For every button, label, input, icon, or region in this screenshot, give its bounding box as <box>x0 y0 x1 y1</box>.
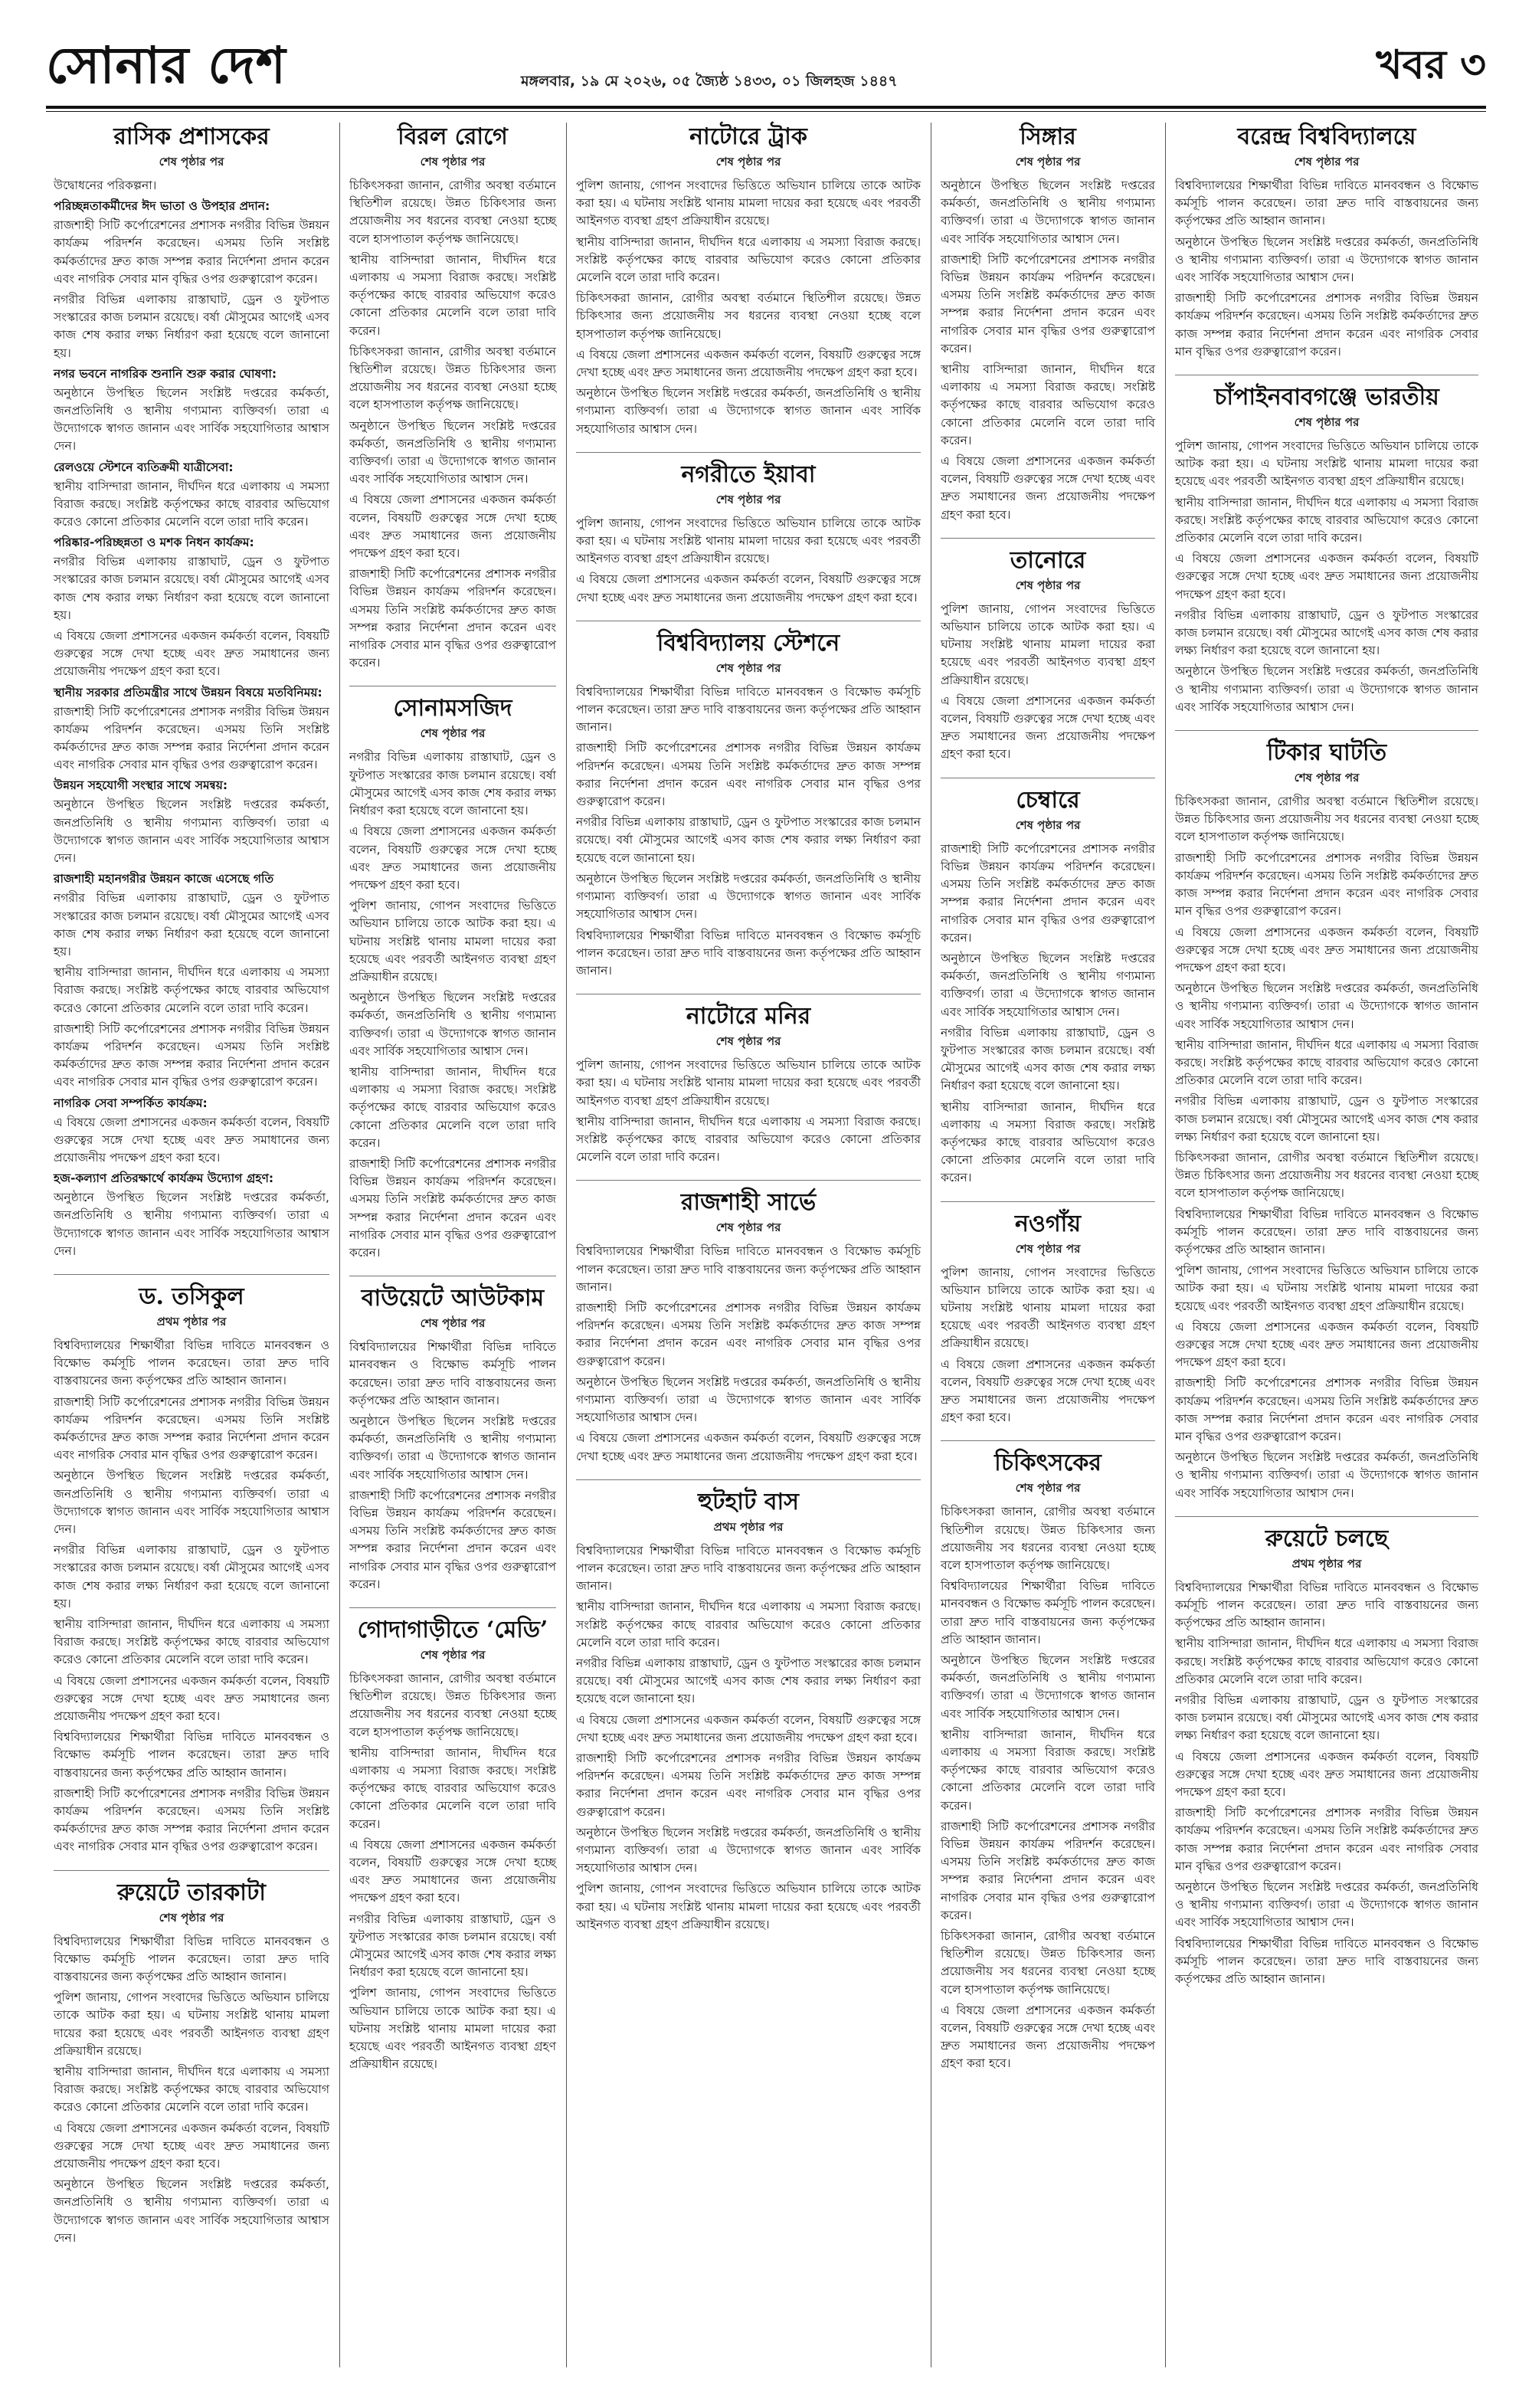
paragraph: অনুষ্ঠানে উপস্থিত ছিলেন সংশ্লিষ্ট দপ্তরের কর্মকর্তা, জনপ্রতিনিধি ও স্থানীয় গণ্যমান্য ব্যক্তিবর্গ। তারা এ উদ্যোগকে স্বাগত জানান এবং সার্বিক সহযোগিতার আশ্বাস দেন। <box>54 385 329 454</box>
paragraph: এ বিষয়ে জেলা প্রশাসনের একজন কর্মকর্তা বলেন, বিষয়টি গুরুত্বের সঙ্গে দেখা হচ্ছে এবং দ্রুত সমাধানের জন্য প্রয়োজনীয় পদক্ষেপ গ্রহণ করা হবে। <box>941 454 1155 522</box>
divider <box>576 452 921 453</box>
paragraph: অনুষ্ঠানে উপস্থিত ছিলেন সংশ্লিষ্ট দপ্তরের কর্মকর্তা, জনপ্রতিনিধি ও স্থানীয় গণ্যমান্য ব্যক্তিবর্গ। তারা এ উদ্যোগকে স্বাগত জানান এবং সার্বিক সহযোগিতার আশ্বাস দেন। <box>349 991 556 1058</box>
paragraph: পুলিশ জানায়, গোপন সংবাদের ভিত্তিতে অভিযান চালিয়ে তাকে আটক করা হয়। এ ঘটনায় সংশ্লিষ্ট থানায় মামলা দায়ের করা হয়েছে এবং পরবর্তী আইনগত ব্যবস্থা গ্রহণ প্রক্রিয়াধীন রয়েছে। <box>349 899 556 984</box>
headline: সিঙ্গার <box>1020 123 1076 150</box>
story-naogaon <box>941 1210 1155 1427</box>
paragraph: পুলিশ জানায়, গোপন সংবাদের ভিত্তিতে অভিযান চালিয়ে তাকে আটক করা হয়। এ ঘটনায় সংশ্লিষ্ট থানায় মামলা দায়ের করা হয়েছে এবং পরবর্তী আইনগত ব্যবস্থা গ্রহণ প্রক্রিয়াধীন রয়েছে। <box>54 1990 329 2058</box>
paragraph: অনুষ্ঠানে উপস্থিত ছিলেন সংশ্লিষ্ট দপ্তরের কর্মকর্তা, জনপ্রতিনিধি ও স্থানীয় গণ্যমান্য ব্যক্তিবর্গ। তারা এ উদ্যোগকে স্বাগত জানান এবং সার্বিক সহযোগিতার আশ্বাস দেন। <box>941 1653 1155 1721</box>
continued-label: শেষ পৃষ্ঠার পর <box>1015 817 1081 832</box>
paragraph: এ বিষয়ে জেলা প্রশাসনের একজন কর্মকর্তা বলেন, বিষয়টি গুরুত্বের সঙ্গে দেখা হচ্ছে এবং দ্রুত সমাধানের জন্য প্রয়োজনীয় পদক্ষেপ গ্রহণ করা হবে। <box>576 572 921 604</box>
headline: চাঁপাইনবাবগঞ্জে ভারতীয় <box>1214 384 1439 411</box>
paragraph: এ বিষয়ে জেলা প্রশাসনের একজন কর্মকর্তা বলেন, বিষয়টি গুরুত্বের সঙ্গে দেখা হচ্ছে এবং দ্রুত সমাধানের জন্য প্রয়োজনীয় পদক্ষেপ গ্রহণ করা হবে। <box>54 1115 329 1165</box>
paragraph: নগরীর বিভিন্ন এলাকায় রাস্তাঘাট, ড্রেন ও ফুটপাত সংস্কারের কাজ চলমান রয়েছে। বর্ষা মৌসুমের আগেই এসব কাজ শেষ করার লক্ষ্য নির্ধারণ করা হয়েছে বলে জানানো হয়। <box>576 815 921 865</box>
paragraph: অনুষ্ঠানে উপস্থিত ছিলেন সংশ্লিষ্ট দপ্তরের কর্মকর্তা, জনপ্রতিনিধি ও স্থানীয় গণ্যমান্য ব্যক্তিবর্গ। তারা এ উদ্যোগকে স্বাগত জানান এবং সার্বিক সহযোগিতার আশ্বাস দেন। <box>1175 981 1478 1031</box>
continued-label: শেষ পৃষ্ঠার পর <box>1015 578 1081 592</box>
paragraph: পুলিশ জানায়, গোপন সংবাদের ভিত্তিতে অভিযান চালিয়ে তাকে আটক করা হয়। এ ঘটনায় সংশ্লিষ্ট থানায় মামলা দায়ের করা হয়েছে এবং পরবর্তী আইনগত ব্যবস্থা গ্রহণ প্রক্রিয়াধীন রয়েছে। <box>1175 1263 1478 1313</box>
paragraph: অনুষ্ঠানে উপস্থিত ছিলেন সংশ্লিষ্ট দপ্তরের কর্মকর্তা, জনপ্রতিনিধি ও স্থানীয় গণ্যমান্য ব্যক্তিবর্গ। তারা এ উদ্যোগকে স্বাগত জানান এবং সার্বিক সহযোগিতার আশ্বাস দেন। <box>1175 1880 1478 1930</box>
subhead: রেলওয়ে স্টেশনে ব্যতিক্রমী যাত্রীসেবা: <box>54 460 234 474</box>
continued-label: শেষ পৃষ্ঠার পর <box>715 155 781 169</box>
paragraph: এ বিষয়ে জেলা প্রশাসনের একজন কর্মকর্তা বলেন, বিষয়টি গুরুত্বের সঙ্গে দেখা হচ্ছে এবং দ্রুত সমাধানের জন্য প্রয়োজনীয় পদক্ষেপ গ্রহণ করা হবে। <box>54 2121 329 2171</box>
column-divider <box>339 123 340 2367</box>
paragraph: এ বিষয়ে জেলা প্রশাসনের একজন কর্মকর্তা বলেন, বিষয়টি গুরুত্বের সঙ্গে দেখা হচ্ছে এবং দ্রুত সমাধানের জন্য প্রয়োজনীয় পদক্ষেপ গ্রহণ করা হবে। <box>1175 1319 1478 1370</box>
headline: চেম্বারে <box>1016 786 1080 814</box>
subhead: পরিষ্কার-পরিচ্ছন্নতা ও মশক নিধন কার্যক্রম: <box>54 536 254 550</box>
paragraph: এ বিষয়ে জেলা প্রশাসনের একজন কর্মকর্তা বলেন, বিষয়টি গুরুত্বের সঙ্গে দেখা হচ্ছে এবং দ্রুত সমাধানের জন্য প্রয়োজনীয় পদক্ষেপ গ্রহণ করা হবে। <box>349 493 556 561</box>
column-divider <box>1165 123 1166 2367</box>
paragraph: বিশ্ববিদ্যালয়ের শিক্ষার্থীরা বিভিন্ন দাবিতে মানববন্ধন ও বিক্ষোভ কর্মসূচি পালন করেছেন। তারা দ্রুত দাবি বাস্তবায়নের জন্য কর্তৃপক্ষের প্রতি আহ্বান জানান। <box>576 684 921 735</box>
paragraph: স্থানীয় বাসিন্দারা জানান, দীর্ঘদিন ধরে এলাকায় এ সমস্যা বিরাজ করছে। সংশ্লিষ্ট কর্তৃপক্ষের কাছে বারবার অভিযোগ করেও কোনো প্রতিকার মেলেনি বলে তারা দাবি করেন। <box>54 479 329 529</box>
paragraph: রাজশাহী সিটি কর্পোরেশনের প্রশাসক নগরীর বিভিন্ন উন্নয়ন কার্যক্রম পরিদর্শন করেছেন। এসময় তিনি সংশ্লিষ্ট কর্মকর্তাদের দ্রুত কাজ সম্পন্ন করার নির্দেশনা প্রদান করেন এবং নাগরিক সেবার মান বৃদ্ধির ওপর গুরুত্বারোপ করেন। <box>349 567 556 670</box>
lead: উদ্বোধনের পরিকল্পনা। <box>54 179 157 192</box>
paragraph: রাজশাহী সিটি কর্পোরেশনের প্রশাসক নগরীর বিভিন্ন উন্নয়ন কার্যক্রম পরিদর্শন করেছেন। এসময় তিনি সংশ্লিষ্ট কর্মকর্তাদের দ্রুত কাজ সম্পন্ন করার নির্দেশনা প্রদান করেন এবং নাগরিক সেবার মান বৃদ্ধির ওপর গুরুত্বারোপ করেন। <box>1175 1806 1478 1873</box>
story-taslikul <box>54 1283 329 1856</box>
paragraph: রাজশাহী সিটি কর্পোরেশনের প্রশাসক নগরীর বিভিন্ন উন্নয়ন কার্যক্রম পরিদর্শন করেছেন। এসময় তিনি সংশ্লিষ্ট কর্মকর্তাদের দ্রুত কাজ সম্পন্ন করার নির্দেশনা প্রদান করেন এবং নাগরিক সেবার মান বৃদ্ধির ওপর গুরুত্বারোপ করেন। <box>576 1300 921 1368</box>
paragraph: এ বিষয়ে জেলা প্রশাসনের একজন কর্মকর্তা বলেন, বিষয়টি গুরুত্বের সঙ্গে দেখা হচ্ছে এবং দ্রুত সমাধানের জন্য প্রয়োজনীয় পদক্ষেপ গ্রহণ করা হবে। <box>941 693 1155 762</box>
paragraph: পুলিশ জানায়, গোপন সংবাদের ভিত্তিতে অভিযান চালিয়ে তাকে আটক করা হয়। এ ঘটনায় সংশ্লিষ্ট থানায় মামলা দায়ের করা হয়েছে এবং পরবর্তী আইনগত ব্যবস্থা গ্রহণ প্রক্রিয়াধীন রয়েছে। <box>349 1986 556 2072</box>
paragraph: বিশ্ববিদ্যালয়ের শিক্ষার্থীরা বিভিন্ন দাবিতে মানববন্ধন ও বিক্ষোভ কর্মসূচি পালন করেছেন। তারা দ্রুত দাবি বাস্তবায়নের জন্য কর্তৃপক্ষের প্রতি আহ্বান জানান। <box>54 1730 329 1780</box>
continued-label: শেষ পৃষ্ঠার পর <box>1294 771 1360 785</box>
paragraph: এ বিষয়ে জেলা প্রশাসনের একজন কর্মকর্তা বলেন, বিষয়টি গুরুত্বের সঙ্গে দেখা হচ্ছে এবং দ্রুত সমাধানের জন্য প্রয়োজনীয় পদক্ষেপ গ্রহণ করা হবে। <box>1175 552 1478 601</box>
story-singra <box>941 123 1155 524</box>
column-2 <box>342 115 564 2375</box>
paragraph: নগরীর বিভিন্ন এলাকায় রাস্তাঘাট, ড্রেন ও ফুটপাত সংস্কারের কাজ চলমান রয়েছে। বর্ষা মৌসুমের আগেই এসব কাজ শেষ করার লক্ষ্য নির্ধারণ করা হয়েছে বলে জানানো হয়। <box>1175 1693 1478 1743</box>
paragraph: এ বিষয়ে জেলা প্রশাসনের একজন কর্মকর্তা বলেন, বিষয়টি গুরুত্বের সঙ্গে দেখা হচ্ছে এবং দ্রুত সমাধানের জন্য প্রয়োজনীয় পদক্ষেপ গ্রহণ করা হবে। <box>576 347 921 380</box>
paragraph: রাজশাহী সিটি কর্পোরেশনের প্রশাসক নগরীর বিভিন্ন উন্নয়ন কার্যক্রম পরিদর্শন করেছেন। এসময় তিনি সংশ্লিষ্ট কর্মকর্তাদের দ্রুত কাজ সম্পন্ন করার নির্দেশনা প্রদান করেন এবং নাগরিক সেবার মান বৃদ্ধির ওপর গুরুত্বারোপ করেন। <box>54 1021 329 1089</box>
headline: সোনামসজিদ <box>393 695 512 722</box>
paragraph: স্থানীয় বাসিন্দারা জানান, দীর্ঘদিন ধরে এলাকায় এ সমস্যা বিরাজ করছে। সংশ্লিষ্ট কর্তৃপক্ষের কাছে বারবার অভিযোগ করেও কোনো প্রতিকার মেলেনি বলে তারা দাবি করেন। <box>1175 1037 1478 1088</box>
paragraph: অনুষ্ঠানে উপস্থিত ছিলেন সংশ্লিষ্ট দপ্তরের কর্মকর্তা, জনপ্রতিনিধি ও স্থানীয় গণ্যমান্য ব্যক্তিবর্গ। তারা এ উদ্যোগকে স্বাগত জানান এবং সার্বিক সহযোগিতার আশ্বাস দেন। <box>576 1374 921 1425</box>
masthead-rule <box>46 106 1486 109</box>
paragraph: রাজশাহী সিটি কর্পোরেশনের প্রশাসক নগরীর বিভিন্ন উন্নয়ন কার্যক্রম পরিদর্শন করেছেন। এসময় তিনি সংশ্লিষ্ট কর্মকর্তাদের দ্রুত কাজ সম্পন্ন করার নির্দেশনা প্রদান করেন এবং নাগরিক সেবার মান বৃদ্ধির ওপর গুরুত্বারোপ করেন। <box>54 218 329 286</box>
paragraph: রাজশাহী সিটি কর্পোরেশনের প্রশাসক নগরীর বিভিন্ন উন্নয়ন কার্যক্রম পরিদর্শন করেছেন। এসময় তিনি সংশ্লিষ্ট কর্মকর্তাদের দ্রুত কাজ সম্পন্ন করার নির্দেশনা প্রদান করেন এবং নাগরিক সেবার মান বৃদ্ধির ওপর গুরুত্বারোপ করেন। <box>1175 291 1478 359</box>
masthead-rule-thin <box>46 111 1486 112</box>
headline: বরেন্দ্র বিশ্ববিদ্যালয়ে <box>1237 123 1416 150</box>
paragraph: রাজশাহী সিটি কর্পোরেশনের প্রশাসক নগরীর বিভিন্ন উন্নয়ন কার্যক্রম পরিদর্শন করেছেন। এসময় তিনি সংশ্লিষ্ট কর্মকর্তাদের দ্রুত কাজ সম্পন্ন করার নির্দেশনা প্রদান করেন এবং নাগরিক সেবার মান বৃদ্ধির ওপর গুরুত্বারোপ করেন। <box>54 1786 329 1854</box>
headline: বাউয়েটে আউটকাম <box>361 1285 545 1312</box>
paragraph: রাজশাহী সিটি কর্পোরেশনের প্রশাসক নগরীর বিভিন্ন উন্নয়ন কার্যক্রম পরিদর্শন করেছেন। এসময় তিনি সংশ্লিষ্ট কর্মকর্তাদের দ্রুত কাজ সম্পন্ন করার নির্দেশনা প্রদান করেন এবং নাগরিক সেবার মান বৃদ্ধির ওপর গুরুত্বারোপ করেন। <box>349 1488 556 1591</box>
paragraph: এ বিষয়ে জেলা প্রশাসনের একজন কর্মকর্তা বলেন, বিষয়টি গুরুত্বের সঙ্গে দেখা হচ্ছে এবং দ্রুত সমাধানের জন্য প্রয়োজনীয় পদক্ষেপ গ্রহণ করা হবে। <box>349 1837 556 1905</box>
newspaper-logo <box>46 31 286 100</box>
paragraph: অনুষ্ঠানে উপস্থিত ছিলেন সংশ্লিষ্ট দপ্তরের কর্মকর্তা, জনপ্রতিনিধি ও স্থানীয় গণ্যমান্য ব্যক্তিবর্গ। তারা এ উদ্যোগকে স্বাগত জানান এবং সার্বিক সহযোগিতার আশ্বাস দেন। <box>576 1825 921 1876</box>
headline: রুয়েটে তারকাটা <box>116 1879 267 1906</box>
headline: হুটহাট বাস <box>698 1488 799 1515</box>
paragraph: নগরীর বিভিন্ন এলাকায় রাস্তাঘাট, ড্রেন ও ফুটপাত সংস্কারের কাজ চলমান রয়েছে। বর্ষা মৌসুমের আগেই এসব কাজ শেষ করার লক্ষ্য নির্ধারণ করা হয়েছে বলে জানানো হয়। <box>54 1543 329 1610</box>
continued-label: শেষ পৃষ্ঠার পর <box>420 1316 486 1331</box>
paragraph: রাজশাহী সিটি কর্পোরেশনের প্রশাসক নগরীর বিভিন্ন উন্নয়ন কার্যক্রম পরিদর্শন করেছেন। এসময় তিনি সংশ্লিষ্ট কর্মকর্তাদের দ্রুত কাজ সম্পন্ন করার নির্দেশনা প্রদান করেন এবং নাগরিক সেবার মান বৃদ্ধির ওপর গুরুত্বারোপ করেন। <box>1175 850 1478 919</box>
paragraph: নগরীর বিভিন্ন এলাকায় রাস্তাঘাট, ড্রেন ও ফুটপাত সংস্কারের কাজ চলমান রয়েছে। বর্ষা মৌসুমের আগেই এসব কাজ শেষ করার লক্ষ্য নির্ধারণ করা হয়েছে বলে জানানো হয়। <box>1175 1094 1478 1144</box>
columns <box>46 115 1486 2375</box>
paragraph: অনুষ্ঠানে উপস্থিত ছিলেন সংশ্লিষ্ট দপ্তরের কর্মকর্তা, জনপ্রতিনিধি ও স্থানীয় গণ্যমান্য ব্যক্তিবর্গ। তারা এ উদ্যোগকে স্বাগত জানান এবং সার্বিক সহযোগিতার আশ্বাস দেন। <box>54 798 329 866</box>
divider <box>54 1274 329 1275</box>
headline: রাজশাহী সার্ভে <box>680 1189 817 1217</box>
paragraph: চিকিৎসকরা জানান, রোগীর অবস্থা বর্তমানে স্থিতিশীল রয়েছে। উন্নত চিকিৎসার জন্য প্রয়োজনীয় সব ধরনের ব্যবস্থা নেওয়া হচ্ছে বলে হাসপাতাল কর্তৃপক্ষ জানিয়েছে। <box>1175 794 1478 844</box>
paragraph: অনুষ্ঠানে উপস্থিত ছিলেন সংশ্লিষ্ট দপ্তরের কর্মকর্তা, জনপ্রতিনিধি ও স্থানীয় গণ্যমান্য ব্যক্তিবর্গ। তারা এ উদ্যোগকে স্বাগত জানান এবং সার্বিক সহযোগিতার আশ্বাস দেন। <box>54 2177 329 2245</box>
story-natore-truck <box>576 123 921 438</box>
story-rajshahi-survey <box>576 1188 921 1465</box>
section-tag: খবর ৩ <box>1376 42 1486 88</box>
paragraph: পুলিশ জানায়, গোপন সংবাদের ভিত্তিতে অভিযান চালিয়ে তাকে আটক করা হয়। এ ঘটনায় সংশ্লিষ্ট থানায় মামলা দায়ের করা হয়েছে এবং পরবর্তী আইনগত ব্যবস্থা গ্রহণ প্রক্রিয়াধীন রয়েছে। <box>941 601 1155 687</box>
subhead: পরিচ্ছন্নতাকর্মীদের ঈদ ভাতা ও উপহার প্রদান: <box>54 199 270 214</box>
story-godagari <box>349 1616 556 2073</box>
paragraph: বিশ্ববিদ্যালয়ের শিক্ষার্থীরা বিভিন্ন দাবিতে মানববন্ধন ও বিক্ষোভ কর্মসূচি পালন করেছেন। তারা দ্রুত দাবি বাস্তবায়নের জন্য কর্তৃপক্ষের প্রতি আহ্বান জানান। <box>1175 1207 1478 1256</box>
paragraph: রাজশাহী সিটি কর্পোরেশনের প্রশাসক নগরীর বিভিন্ন উন্নয়ন কার্যক্রম পরিদর্শন করেছেন। এসময় তিনি সংশ্লিষ্ট কর্মকর্তাদের দ্রুত কাজ সম্পন্ন করার নির্দেশনা প্রদান করেন এবং নাগরিক সেবার মান বৃদ্ধির ওপর গুরুত্বারোপ করেন। <box>54 1394 329 1463</box>
paragraph: এ বিষয়ে জেলা প্রশাসনের একজন কর্মকর্তা বলেন, বিষয়টি গুরুত্বের সঙ্গে দেখা হচ্ছে এবং দ্রুত সমাধানের জন্য প্রয়োজনীয় পদক্ষেপ গ্রহণ করা হবে। <box>941 2003 1155 2071</box>
continued-label: প্রথম পৃষ্ঠার পর <box>1291 1556 1362 1571</box>
paragraph: এ বিষয়ে জেলা প্রশাসনের একজন কর্মকর্তা বলেন, বিষয়টি গুরুত্বের সঙ্গে দেখা হচ্ছে এবং দ্রুত সমাধানের জন্য প্রয়োজনীয় পদক্ষেপ গ্রহণ করা হবে। <box>1175 1749 1478 1800</box>
story-ruete-choche <box>1175 1525 1478 1988</box>
paragraph: স্থানীয় বাসিন্দারা জানান, দীর্ঘদিন ধরে এলাকায় এ সমস্যা বিরাজ করছে। সংশ্লিষ্ট কর্তৃপক্ষের কাছে বারবার অভিযোগ করেও কোনো প্রতিকার মেলেনি বলে তারা দাবি করেন। <box>54 965 329 1015</box>
story-ruete-tarkata <box>54 1879 329 2247</box>
paragraph: এ বিষয়ে জেলা প্রশাসনের একজন কর্মকর্তা বলেন, বিষয়টি গুরুত্বের সঙ্গে দেখা হচ্ছে এবং দ্রুত সমাধানের জন্য প্রয়োজনীয় পদক্ষেপ গ্রহণ করা হবে। <box>54 1673 329 1724</box>
paragraph: বিশ্ববিদ্যালয়ের শিক্ষার্থীরা বিভিন্ন দাবিতে মানববন্ধন ও বিক্ষোভ কর্মসূচি পালন করেছেন। তারা দ্রুত দাবি বাস্তবায়নের জন্য কর্তৃপক্ষের প্রতি আহ্বান জানান। <box>576 1543 921 1594</box>
headline: ড. তসিকুল <box>139 1283 244 1310</box>
continued-label: শেষ পৃষ্ঠার পর <box>1015 1241 1081 1256</box>
paragraph: স্থানীয় বাসিন্দারা জানান, দীর্ঘদিন ধরে এলাকায় এ সমস্যা বিরাজ করছে। সংশ্লিষ্ট কর্তৃপক্ষের কাছে বারবার অভিযোগ করেও কোনো প্রতিকার মেলেনি বলে তারা দাবি করেন। <box>349 252 556 338</box>
paragraph: রাজশাহী সিটি কর্পোরেশনের প্রশাসক নগরীর বিভিন্ন উন্নয়ন কার্যক্রম পরিদর্শন করেছেন। এসময় তিনি সংশ্লিষ্ট কর্মকর্তাদের দ্রুত কাজ সম্পন্ন করার নির্দেশনা প্রদান করেন এবং নাগরিক সেবার মান বৃদ্ধির ওপর গুরুত্বারোপ করেন। <box>54 704 329 772</box>
continued-label: প্রথম পৃষ্ঠার পর <box>713 1519 784 1534</box>
subhead: রাজশাহী মহানগরীর উন্নয়ন কাজে এসেছে গতি <box>54 872 274 886</box>
subhead: হজ-কল্যাণ প্রতিরক্ষার্থে কার্যক্রম উদ্যোগ গ্রহণ: <box>54 1171 274 1186</box>
paragraph: রাজশাহী সিটি কর্পোরেশনের প্রশাসক নগরীর বিভিন্ন উন্নয়ন কার্যক্রম পরিদর্শন করেছেন। এসময় তিনি সংশ্লিষ্ট কর্মকর্তাদের দ্রুত কাজ সম্পন্ন করার নির্দেশনা প্রদান করেন এবং নাগরিক সেবার মান বৃদ্ধির ওপর গুরুত্বারোপ করেন। <box>941 252 1155 355</box>
story-chamber <box>941 786 1155 1188</box>
divider <box>941 1201 1155 1202</box>
headline: নাটোরে মনির <box>686 1003 811 1030</box>
divider <box>941 538 1155 539</box>
paragraph: এ বিষয়ে জেলা প্রশাসনের একজন কর্মকর্তা বলেন, বিষয়টি গুরুত্বের সঙ্গে দেখা হচ্ছে এবং দ্রুত সমাধানের জন্য প্রয়োজনীয় পদক্ষেপ গ্রহণ করা হবে। <box>349 824 556 892</box>
headline: গোদাগাড়ীতে ‘মেডি’ <box>357 1617 548 1644</box>
continued-label: শেষ পৃষ্ঠার পর <box>420 155 486 169</box>
paragraph: চিকিৎসকরা জানান, রোগীর অবস্থা বর্তমানে স্থিতিশীল রয়েছে। উন্নত চিকিৎসার জন্য প্রয়োজনীয় সব ধরনের ব্যবস্থা নেওয়া হচ্ছে বলে হাসপাতাল কর্তৃপক্ষ জানিয়েছে। <box>349 1672 556 1739</box>
paragraph: নগরীর বিভিন্ন এলাকায় রাস্তাঘাট, ড্রেন ও ফুটপাত সংস্কারের কাজ চলমান রয়েছে। বর্ষা মৌসুমের আগেই এসব কাজ শেষ করার লক্ষ্য নির্ধারণ করা হয়েছে বলে জানানো হয়। <box>54 293 329 360</box>
paragraph: পুলিশ জানায়, গোপন সংবাদের ভিত্তিতে অভিযান চালিয়ে তাকে আটক করা হয়। এ ঘটনায় সংশ্লিষ্ট থানায় মামলা দায়ের করা হয়েছে এবং পরবর্তী আইনগত ব্যবস্থা গ্রহণ প্রক্রিয়াধীন রয়েছে। <box>576 179 921 228</box>
continued-label: শেষ পৃষ্ঠার পর <box>159 1910 224 1925</box>
paragraph: বিশ্ববিদ্যালয়ের শিক্ষার্থীরা বিভিন্ন দাবিতে মানববন্ধন ও বিক্ষোভ কর্মসূচি পালন করেছেন। তারা দ্রুত দাবি বাস্তবায়নের জন্য কর্তৃপক্ষের প্রতি আহ্বান জানান। <box>576 928 921 978</box>
story-chikitsa <box>941 1449 1155 2072</box>
paragraph: পুলিশ জানায়, গোপন সংবাদের ভিত্তিতে অভিযান চালিয়ে তাকে আটক করা হয়। এ ঘটনায় সংশ্লিষ্ট থানায় মামলা দায়ের করা হয়েছে এবং পরবর্তী আইনগত ব্যবস্থা গ্রহণ প্রক্রিয়াধীন রয়েছে। <box>576 516 921 566</box>
continued-label: শেষ পৃষ্ঠার পর <box>1294 155 1360 169</box>
paragraph: চিকিৎসকরা জানান, রোগীর অবস্থা বর্তমানে স্থিতিশীল রয়েছে। উন্নত চিকিৎসার জন্য প্রয়োজনীয় সব ধরনের ব্যবস্থা নেওয়া হচ্ছে বলে হাসপাতাল কর্তৃপক্ষ জানিয়েছে। <box>349 179 556 246</box>
paragraph: নগরীর বিভিন্ন এলাকায় রাস্তাঘাট, ড্রেন ও ফুটপাত সংস্কারের কাজ চলমান রয়েছে। বর্ষা মৌসুমের আগেই এসব কাজ শেষ করার লক্ষ্য নির্ধারণ করা হয়েছে বলে জানানো হয়। <box>54 555 329 622</box>
paragraph: অনুষ্ঠানে উপস্থিত ছিলেন সংশ্লিষ্ট দপ্তরের কর্মকর্তা, জনপ্রতিনিধি ও স্থানীয় গণ্যমান্য ব্যক্তিবর্গ। তারা এ উদ্যোগকে স্বাগত জানান এবং সার্বিক সহযোগিতার আশ্বাস দেন। <box>1175 234 1478 285</box>
paragraph: স্থানীয় বাসিন্দারা জানান, দীর্ঘদিন ধরে এলাকায় এ সমস্যা বিরাজ করছে। সংশ্লিষ্ট কর্তৃপক্ষের কাছে বারবার অভিযোগ করেও কোনো প্রতিকার মেলেনি বলে তারা দাবি করেন। <box>1175 495 1478 545</box>
column-divider <box>566 123 567 2367</box>
paragraph: রাজশাহী সিটি কর্পোরেশনের প্রশাসক নগরীর বিভিন্ন উন্নয়ন কার্যক্রম পরিদর্শন করেছেন। এসময় তিনি সংশ্লিষ্ট কর্মকর্তাদের দ্রুত কাজ সম্পন্ন করার নির্দেশনা প্রদান করেন এবং নাগরিক সেবার মান বৃদ্ধির ওপর গুরুত্বারোপ করেন। <box>576 1751 921 1819</box>
headline: নওগাঁয় <box>1014 1210 1082 1237</box>
paragraph: স্থানীয় বাসিন্দারা জানান, দীর্ঘদিন ধরে এলাকায় এ সমস্যা বিরাজ করছে। সংশ্লিষ্ট কর্তৃপক্ষের কাছে বারবার অভিযোগ করেও কোনো প্রতিকার মেলেনি বলে তারা দাবি করেন। <box>576 1114 921 1165</box>
subhead: উন্নয়ন সহযোগী সংস্থার সাথে সমন্বয়: <box>54 778 228 793</box>
dateline: মঙ্গলবার, ১৯ মে ২০২৬, ০৫ জ্যৈষ্ঠ ১৪৩৩, ০১ জিলহজ ১৪৪৭ <box>521 73 898 90</box>
paragraph: নগরীর বিভিন্ন এলাকায় রাস্তাঘাট, ড্রেন ও ফুটপাত সংস্কারের কাজ চলমান রয়েছে। বর্ষা মৌসুমের আগেই এসব কাজ শেষ করার লক্ষ্য নির্ধারণ করা হয়েছে বলে জানানো হয়। <box>349 1912 556 1980</box>
continued-label: শেষ পৃষ্ঠার পর <box>159 155 224 169</box>
paragraph: স্থানীয় বাসিন্দারা জানান, দীর্ঘদিন ধরে এলাকায় এ সমস্যা বিরাজ করছে। সংশ্লিষ্ট কর্তৃপক্ষের কাছে বারবার অভিযোগ করেও কোনো প্রতিকার মেলেনি বলে তারা দাবি করেন। <box>54 2065 329 2115</box>
paragraph: স্থানীয় বাসিন্দারা জানান, দীর্ঘদিন ধরে এলাকায় এ সমস্যা বিরাজ করছে। সংশ্লিষ্ট কর্তৃপক্ষের কাছে বারবার অভিযোগ করেও কোনো প্রতিকার মেলেনি বলে তারা দাবি করেন। <box>54 1617 329 1667</box>
headline: রাসিক প্রশাসকের <box>113 123 270 150</box>
subhead: নগর ভবনে নাগরিক শুনানি শুরু করার ঘোষণা: <box>54 366 277 381</box>
column-5 <box>1167 115 1486 2375</box>
story-barendra <box>1175 123 1478 361</box>
story-tikar-ghatti <box>1175 739 1478 1502</box>
paragraph: অনুষ্ঠানে উপস্থিত ছিলেন সংশ্লিষ্ট দপ্তরের কর্মকর্তা, জনপ্রতিনিধি ও স্থানীয় গণ্যমান্য ব্যক্তিবর্গ। তারা এ উদ্যোগকে স্বাগত জানান এবং সার্বিক সহযোগিতার আশ্বাস দেন। <box>1175 664 1478 714</box>
column-3 <box>568 115 928 2375</box>
paragraph: নগরীর বিভিন্ন এলাকায় রাস্তাঘাট, ড্রেন ও ফুটপাত সংস্কারের কাজ চলমান রয়েছে। বর্ষা মৌসুমের আগেই এসব কাজ শেষ করার লক্ষ্য নির্ধারণ করা হয়েছে বলে জানানো হয়। <box>1175 608 1478 658</box>
paragraph: স্থানীয় বাসিন্দারা জানান, দীর্ঘদিন ধরে এলাকায় এ সমস্যা বিরাজ করছে। সংশ্লিষ্ট কর্তৃপক্ষের কাছে বারবার অভিযোগ করেও কোনো প্রতিকার মেলেনি বলে তারা দাবি করেন। <box>576 234 921 285</box>
subhead: নাগরিক সেবা সম্পর্কিত কার্যক্রম: <box>54 1096 208 1110</box>
headline: নগরীতে ইয়াবা <box>681 460 816 488</box>
continued-label: শেষ পৃষ্ঠার পর <box>420 1648 486 1663</box>
headline: বিশ্ববিদ্যালয় স্টেশনে <box>656 629 840 657</box>
paragraph: অনুষ্ঠানে উপস্থিত ছিলেন সংশ্লিষ্ট দপ্তরের কর্মকর্তা, জনপ্রতিনিধি ও স্থানীয় গণ্যমান্য ব্যক্তিবর্গ। তারা এ উদ্যোগকে স্বাগত জানান এবং সার্বিক সহযোগিতার আশ্বাস দেন। <box>941 179 1155 246</box>
column-1 <box>46 115 337 2375</box>
continued-label: শেষ পৃষ্ঠার পর <box>715 1220 781 1235</box>
continued-label: শেষ পৃষ্ঠার পর <box>1015 155 1081 169</box>
headline: নাটোরে ট্রাক <box>689 123 807 150</box>
paragraph: নগরীর বিভিন্ন এলাকায় রাস্তাঘাট, ড্রেন ও ফুটপাত সংস্কারের কাজ চলমান রয়েছে। বর্ষা মৌসুমের আগেই এসব কাজ শেষ করার লক্ষ্য নির্ধারণ করা হয়েছে বলে জানানো হয়। <box>54 891 329 958</box>
paragraph: চিকিৎসকরা জানান, রোগীর অবস্থা বর্তমানে স্থিতিশীল রয়েছে। উন্নত চিকিৎসার জন্য প্রয়োজনীয় সব ধরনের ব্যবস্থা নেওয়া হচ্ছে বলে হাসপাতাল কর্তৃপক্ষ জানিয়েছে। <box>941 1505 1155 1572</box>
paragraph: পুলিশ জানায়, গোপন সংবাদের ভিত্তিতে অভিযান চালিয়ে তাকে আটক করা হয়। এ ঘটনায় সংশ্লিষ্ট থানায় মামলা দায়ের করা হয়েছে এবং পরবর্তী আইনগত ব্যবস্থা গ্রহণ প্রক্রিয়াধীন রয়েছে। <box>941 1265 1155 1351</box>
divider <box>349 1607 556 1608</box>
story-biral <box>349 123 556 672</box>
continued-label: শেষ পৃষ্ঠার পর <box>1015 1481 1081 1496</box>
paragraph: অনুষ্ঠানে উপস্থিত ছিলেন সংশ্লিষ্ট দপ্তরের কর্মকর্তা, জনপ্রতিনিধি ও স্থানীয় গণ্যমান্য ব্যক্তিবর্গ। তারা এ উদ্যোগকে স্বাগত জানান এবং সার্বিক সহযোগিতার আশ্বাস দেন। <box>576 871 921 922</box>
paragraph: রাজশাহী সিটি কর্পোরেশনের প্রশাসক নগরীর বিভিন্ন উন্নয়ন কার্যক্রম পরিদর্শন করেছেন। এসময় তিনি সংশ্লিষ্ট কর্মকর্তাদের দ্রুত কাজ সম্পন্ন করার নির্দেশনা প্রদান করেন এবং নাগরিক সেবার মান বৃদ্ধির ওপর গুরুত্বারোপ করেন। <box>349 1156 556 1260</box>
paragraph: এ বিষয়ে জেলা প্রশাসনের একজন কর্মকর্তা বলেন, বিষয়টি গুরুত্বের সঙ্গে দেখা হচ্ছে এবং দ্রুত সমাধানের জন্য প্রয়োজনীয় পদক্ষেপ গ্রহণ করা হবে। <box>576 1712 921 1745</box>
divider <box>1175 1516 1478 1517</box>
paragraph: বিশ্ববিদ্যালয়ের শিক্ষার্থীরা বিভিন্ন দাবিতে মানববন্ধন ও বিক্ষোভ কর্মসূচি পালন করেছেন। তারা দ্রুত দাবি বাস্তবায়নের জন্য কর্তৃপক্ষের প্রতি আহ্বান জানান। <box>54 1338 329 1388</box>
story-rasik <box>54 123 329 1260</box>
headline: তানোরে <box>1010 546 1086 574</box>
paragraph: পুলিশ জানায়, গোপন সংবাদের ভিত্তিতে অভিযান চালিয়ে তাকে আটক করা হয়। এ ঘটনায় সংশ্লিষ্ট থানায় মামলা দায়ের করা হয়েছে এবং পরবর্তী আইনগত ব্যবস্থা গ্রহণ প্রক্রিয়াধীন রয়েছে। <box>576 1058 921 1108</box>
paragraph: অনুষ্ঠানে উপস্থিত ছিলেন সংশ্লিষ্ট দপ্তরের কর্মকর্তা, জনপ্রতিনিধি ও স্থানীয় গণ্যমান্য ব্যক্তিবর্গ। তারা এ উদ্যোগকে স্বাগত জানান এবং সার্বিক সহযোগিতার আশ্বাস দেন। <box>1175 1450 1478 1500</box>
headline: টিকার ঘাটতি <box>1266 739 1387 767</box>
paragraph: বিশ্ববিদ্যালয়ের শিক্ষার্থীরা বিভিন্ন দাবিতে মানববন্ধন ও বিক্ষোভ কর্মসূচি পালন করেছেন। তারা দ্রুত দাবি বাস্তবায়নের জন্য কর্তৃপক্ষের প্রতি আহ্বান জানান। <box>1175 179 1478 228</box>
headline: চিকিৎসকের <box>994 1450 1102 1477</box>
paragraph: অনুষ্ঠানে উপস্থিত ছিলেন সংশ্লিষ্ট দপ্তরের কর্মকর্তা, জনপ্রতিনিধি ও স্থানীয় গণ্যমান্য ব্যক্তিবর্গ। তারা এ উদ্যোগকে স্বাগত জানান এবং সার্বিক সহযোগিতার আশ্বাস দেন। <box>54 1469 329 1536</box>
continued-label: শেষ পৃষ্ঠার পর <box>715 660 781 675</box>
paragraph: স্থানীয় বাসিন্দারা জানান, দীর্ঘদিন ধরে এলাকায় এ সমস্যা বিরাজ করছে। সংশ্লিষ্ট কর্তৃপক্ষের কাছে বারবার অভিযোগ করেও কোনো প্রতিকার মেলেনি বলে তারা দাবি করেন। <box>576 1600 921 1650</box>
paragraph: চিকিৎসকরা জানান, রোগীর অবস্থা বর্তমানে স্থিতিশীল রয়েছে। উন্নত চিকিৎসার জন্য প্রয়োজনীয় সব ধরনের ব্যবস্থা নেওয়া হচ্ছে বলে হাসপাতাল কর্তৃপক্ষ জানিয়েছে। <box>941 1929 1155 1997</box>
headline: রুয়েটে চলছে <box>1265 1525 1389 1552</box>
paragraph: স্থানীয় বাসিন্দারা জানান, দীর্ঘদিন ধরে এলাকায় এ সমস্যা বিরাজ করছে। সংশ্লিষ্ট কর্তৃপক্ষের কাছে বারবার অভিযোগ করেও কোনো প্রতিকার মেলেনি বলে তারা দাবি করেন। <box>1175 1636 1478 1686</box>
paragraph: অনুষ্ঠানে উপস্থিত ছিলেন সংশ্লিষ্ট দপ্তরের কর্মকর্তা, জনপ্রতিনিধি ও স্থানীয় গণ্যমান্য ব্যক্তিবর্গ। তারা এ উদ্যোগকে স্বাগত জানান এবং সার্বিক সহযোগিতার আশ্বাস দেন। <box>349 418 556 487</box>
paragraph: অনুষ্ঠানে উপস্থিত ছিলেন সংশ্লিষ্ট দপ্তরের কর্মকর্তা, জনপ্রতিনিধি ও স্থানীয় গণ্যমান্য ব্যক্তিবর্গ। তারা এ উদ্যোগকে স্বাগত জানান এবং সার্বিক সহযোগিতার আশ্বাস দেন। <box>54 1191 329 1258</box>
paragraph: বিশ্ববিদ্যালয়ের শিক্ষার্থীরা বিভিন্ন দাবিতে মানববন্ধন ও বিক্ষোভ কর্মসূচি পালন করেছেন। তারা দ্রুত দাবি বাস্তবায়নের জন্য কর্তৃপক্ষের প্রতি আহ্বান জানান। <box>349 1340 556 1407</box>
paragraph: নগরীর বিভিন্ন এলাকায় রাস্তাঘাট, ড্রেন ও ফুটপাত সংস্কারের কাজ চলমান রয়েছে। বর্ষা মৌসুমের আগেই এসব কাজ শেষ করার লক্ষ্য নির্ধারণ করা হয়েছে বলে জানানো হয়। <box>576 1656 921 1706</box>
paragraph: বিশ্ববিদ্যালয়ের শিক্ষার্থীরা বিভিন্ন দাবিতে মানববন্ধন ও বিক্ষোভ কর্মসূচি পালন করেছেন। তারা দ্রুত দাবি বাস্তবায়নের জন্য কর্তৃপক্ষের প্রতি আহ্বান জানান। <box>941 1579 1155 1646</box>
paragraph: এ বিষয়ে জেলা প্রশাসনের একজন কর্মকর্তা বলেন, বিষয়টি গুরুত্বের সঙ্গে দেখা হচ্ছে এবং দ্রুত সমাধানের জন্য প্রয়োজনীয় পদক্ষেপ গ্রহণ করা হবে। <box>1175 925 1478 975</box>
paragraph: স্থানীয় বাসিন্দারা জানান, দীর্ঘদিন ধরে এলাকায় এ সমস্যা বিরাজ করছে। সংশ্লিষ্ট কর্তৃপক্ষের কাছে বারবার অভিযোগ করেও কোনো প্রতিকার মেলেনি বলে তারা দাবি করেন। <box>349 1064 556 1150</box>
paragraph: স্থানীয় বাসিন্দারা জানান, দীর্ঘদিন ধরে এলাকায় এ সমস্যা বিরাজ করছে। সংশ্লিষ্ট কর্তৃপক্ষের কাছে বারবার অভিযোগ করেও কোনো প্রতিকার মেলেনি বলে তারা দাবি করেন। <box>941 1727 1155 1813</box>
continued-label: শেষ পৃষ্ঠার পর <box>715 492 781 506</box>
paragraph: নগরীর বিভিন্ন এলাকায় রাস্তাঘাট, ড্রেন ও ফুটপাত সংস্কারের কাজ চলমান রয়েছে। বর্ষা মৌসুমের আগেই এসব কাজ শেষ করার লক্ষ্য নির্ধারণ করা হয়েছে বলে জানানো হয়। <box>349 750 556 818</box>
divider <box>941 1440 1155 1441</box>
paragraph: অনুষ্ঠানে উপস্থিত ছিলেন সংশ্লিষ্ট দপ্তরের কর্মকর্তা, জনপ্রতিনিধি ও স্থানীয় গণ্যমান্য ব্যক্তিবর্গ। তারা এ উদ্যোগকে স্বাগত জানান এবং সার্বিক সহযোগিতার আশ্বাস দেন। <box>349 1414 556 1482</box>
paragraph: অনুষ্ঠানে উপস্থিত ছিলেন সংশ্লিষ্ট দপ্তরের কর্মকর্তা, জনপ্রতিনিধি ও স্থানীয় গণ্যমান্য ব্যক্তিবর্গ। তারা এ উদ্যোগকে স্বাগত জানান এবং সার্বিক সহযোগিতার আশ্বাস দেন। <box>576 386 921 436</box>
divider <box>1175 730 1478 731</box>
story-chapai-indian <box>1175 383 1478 716</box>
story-nagorite-yaba <box>576 460 921 607</box>
paragraph: রাজশাহী সিটি কর্পোরেশনের প্রশাসক নগরীর বিভিন্ন উন্নয়ন কার্যক্রম পরিদর্শন করেছেন। এসময় তিনি সংশ্লিষ্ট কর্মকর্তাদের দ্রুত কাজ সম্পন্ন করার নির্দেশনা প্রদান করেন এবং নাগরিক সেবার মান বৃদ্ধির ওপর গুরুত্বারোপ করেন। <box>1175 1376 1478 1443</box>
paragraph: স্থানীয় বাসিন্দারা জানান, দীর্ঘদিন ধরে এলাকায় এ সমস্যা বিরাজ করছে। সংশ্লিষ্ট কর্তৃপক্ষের কাছে বারবার অভিযোগ করেও কোনো প্রতিকার মেলেনি বলে তারা দাবি করেন। <box>349 1745 556 1831</box>
continued-label: প্রথম পৃষ্ঠার পর <box>156 1314 227 1328</box>
paragraph: রাজশাহী সিটি কর্পোরেশনের প্রশাসক নগরীর বিভিন্ন উন্নয়ন কার্যক্রম পরিদর্শন করেছেন। এসময় তিনি সংশ্লিষ্ট কর্মকর্তাদের দ্রুত কাজ সম্পন্ন করার নির্দেশনা প্রদান করেন এবং নাগরিক সেবার মান বৃদ্ধির ওপর গুরুত্বারোপ করেন। <box>941 1819 1155 1922</box>
divider <box>576 1479 921 1480</box>
paragraph: এ বিষয়ে জেলা প্রশাসনের একজন কর্মকর্তা বলেন, বিষয়টি গুরুত্বের সঙ্গে দেখা হচ্ছে এবং দ্রুত সমাধানের জন্য প্রয়োজনীয় পদক্ষেপ গ্রহণ করা হবে। <box>576 1431 921 1463</box>
paragraph: চিকিৎসকরা জানান, রোগীর অবস্থা বর্তমানে স্থিতিশীল রয়েছে। উন্নত চিকিৎসার জন্য প্রয়োজনীয় সব ধরনের ব্যবস্থা নেওয়া হচ্ছে বলে হাসপাতাল কর্তৃপক্ষ জানিয়েছে। <box>349 344 556 412</box>
paragraph: স্থানীয় বাসিন্দারা জানান, দীর্ঘদিন ধরে এলাকায় এ সমস্যা বিরাজ করছে। সংশ্লিষ্ট কর্তৃপক্ষের কাছে বারবার অভিযোগ করেও কোনো প্রতিকার মেলেনি বলে তারা দাবি করেন। <box>941 362 1155 447</box>
paragraph: এ বিষয়ে জেলা প্রশাসনের একজন কর্মকর্তা বলেন, বিষয়টি গুরুত্বের সঙ্গে দেখা হচ্ছে এবং দ্রুত সমাধানের জন্য প্রয়োজনীয় পদক্ষেপ গ্রহণ করা হবে। <box>54 629 329 679</box>
paragraph: রাজশাহী সিটি কর্পোরেশনের প্রশাসক নগরীর বিভিন্ন উন্নয়ন কার্যক্রম পরিদর্শন করেছেন। এসময় তিনি সংশ্লিষ্ট কর্মকর্তাদের দ্রুত কাজ সম্পন্ন করার নির্দেশনা প্রদান করেন এবং নাগরিক সেবার মান বৃদ্ধির ওপর গুরুত্বারোপ করেন। <box>576 741 921 809</box>
paragraph: এ বিষয়ে জেলা প্রশাসনের একজন কর্মকর্তা বলেন, বিষয়টি গুরুত্বের সঙ্গে দেখা হচ্ছে এবং দ্রুত সমাধানের জন্য প্রয়োজনীয় পদক্ষেপ গ্রহণ করা হবে। <box>941 1357 1155 1425</box>
paragraph: অনুষ্ঠানে উপস্থিত ছিলেন সংশ্লিষ্ট দপ্তরের কর্মকর্তা, জনপ্রতিনিধি ও স্থানীয় গণ্যমান্য ব্যক্তিবর্গ। তারা এ উদ্যোগকে স্বাগত জানান এবং সার্বিক সহযোগিতার আশ্বাস দেন। <box>941 951 1155 1019</box>
story-natore-monir <box>576 1002 921 1166</box>
logo-text: সোনার দেশ <box>46 35 286 95</box>
subhead: স্থানীয় সরকার প্রতিমন্ত্রীর সাথে উন্নয়ন বিষয়ে মতবিনিময়: <box>54 685 322 699</box>
story-sonamasjid <box>349 694 556 1262</box>
story-university-station <box>576 629 921 980</box>
paragraph: বিশ্ববিদ্যালয়ের শিক্ষার্থীরা বিভিন্ন দাবিতে মানববন্ধন ও বিক্ষোভ কর্মসূচি পালন করেছেন। তারা দ্রুত দাবি বাস্তবায়নের জন্য কর্তৃপক্ষের প্রতি আহ্বান জানান। <box>1175 1580 1478 1630</box>
masthead <box>46 31 1486 103</box>
paragraph: পুলিশ জানায়, গোপন সংবাদের ভিত্তিতে অভিযান চালিয়ে তাকে আটক করা হয়। এ ঘটনায় সংশ্লিষ্ট থানায় মামলা দায়ের করা হয়েছে এবং পরবর্তী আইনগত ব্যবস্থা গ্রহণ প্রক্রিয়াধীন রয়েছে। <box>1175 439 1478 489</box>
divider <box>54 1870 329 1871</box>
paragraph: রাজশাহী সিটি কর্পোরেশনের প্রশাসক নগরীর বিভিন্ন উন্নয়ন কার্যক্রম পরিদর্শন করেছেন। এসময় তিনি সংশ্লিষ্ট কর্মকর্তাদের দ্রুত কাজ সম্পন্ন করার নির্দেশনা প্রদান করেন এবং নাগরিক সেবার মান বৃদ্ধির ওপর গুরুত্বারোপ করেন। <box>941 841 1155 945</box>
continued-label: শেষ পৃষ্ঠার পর <box>420 726 486 741</box>
story-tanore <box>941 546 1155 764</box>
continued-label: শেষ পৃষ্ঠার পর <box>1294 415 1360 430</box>
column-4 <box>933 115 1163 2375</box>
paragraph: স্থানীয় বাসিন্দারা জানান, দীর্ঘদিন ধরে এলাকায় এ সমস্যা বিরাজ করছে। সংশ্লিষ্ট কর্তৃপক্ষের কাছে বারবার অভিযোগ করেও কোনো প্রতিকার মেলেনি বলে তারা দাবি করেন। <box>941 1099 1155 1185</box>
paragraph: বিশ্ববিদ্যালয়ের শিক্ষার্থীরা বিভিন্ন দাবিতে মানববন্ধন ও বিক্ষোভ কর্মসূচি পালন করেছেন। তারা দ্রুত দাবি বাস্তবায়নের জন্য কর্তৃপক্ষের প্রতি আহ্বান জানান। <box>576 1244 921 1294</box>
headline: বিরল রোগে <box>398 123 508 150</box>
paragraph: চিকিৎসকরা জানান, রোগীর অবস্থা বর্তমানে স্থিতিশীল রয়েছে। উন্নত চিকিৎসার জন্য প্রয়োজনীয় সব ধরনের ব্যবস্থা নেওয়া হচ্ছে বলে হাসপাতাল কর্তৃপক্ষ জানিয়েছে। <box>1175 1150 1478 1201</box>
paragraph: বিশ্ববিদ্যালয়ের শিক্ষার্থীরা বিভিন্ন দাবিতে মানববন্ধন ও বিক্ষোভ কর্মসূচি পালন করেছেন। তারা দ্রুত দাবি বাস্তবায়নের জন্য কর্তৃপক্ষের প্রতি আহ্বান জানান। <box>54 1934 329 1984</box>
paragraph: বিশ্ববিদ্যালয়ের শিক্ষার্থীরা বিভিন্ন দাবিতে মানববন্ধন ও বিক্ষোভ কর্মসূচি পালন করেছেন। তারা দ্রুত দাবি বাস্তবায়নের জন্য কর্তৃপক্ষের প্রতি আহ্বান জানান। <box>1175 1936 1478 1987</box>
paragraph: পুলিশ জানায়, গোপন সংবাদের ভিত্তিতে অভিযান চালিয়ে তাকে আটক করা হয়। এ ঘটনায় সংশ্লিষ্ট থানায় মামলা দায়ের করা হয়েছে এবং পরবর্তী আইনগত ব্যবস্থা গ্রহণ প্রক্রিয়াধীন রয়েছে। <box>576 1882 921 1931</box>
divider <box>576 1180 921 1181</box>
continued-label: শেষ পৃষ্ঠার পর <box>715 1034 781 1049</box>
paragraph: নগরীর বিভিন্ন এলাকায় রাস্তাঘাট, ড্রেন ও ফুটপাত সংস্কারের কাজ চলমান রয়েছে। বর্ষা মৌসুমের আগেই এসব কাজ শেষ করার লক্ষ্য নির্ধারণ করা হয়েছে বলে জানানো হয়। <box>941 1025 1155 1093</box>
paragraph: চিকিৎসকরা জানান, রোগীর অবস্থা বর্তমানে স্থিতিশীল রয়েছে। উন্নত চিকিৎসার জন্য প্রয়োজনীয় সব ধরনের ব্যবস্থা নেওয়া হচ্ছে বলে হাসপাতাল কর্তৃপক্ষ জানিয়েছে। <box>576 291 921 341</box>
story-baiwete <box>349 1284 556 1594</box>
story-hutahati-bus <box>576 1488 921 1934</box>
